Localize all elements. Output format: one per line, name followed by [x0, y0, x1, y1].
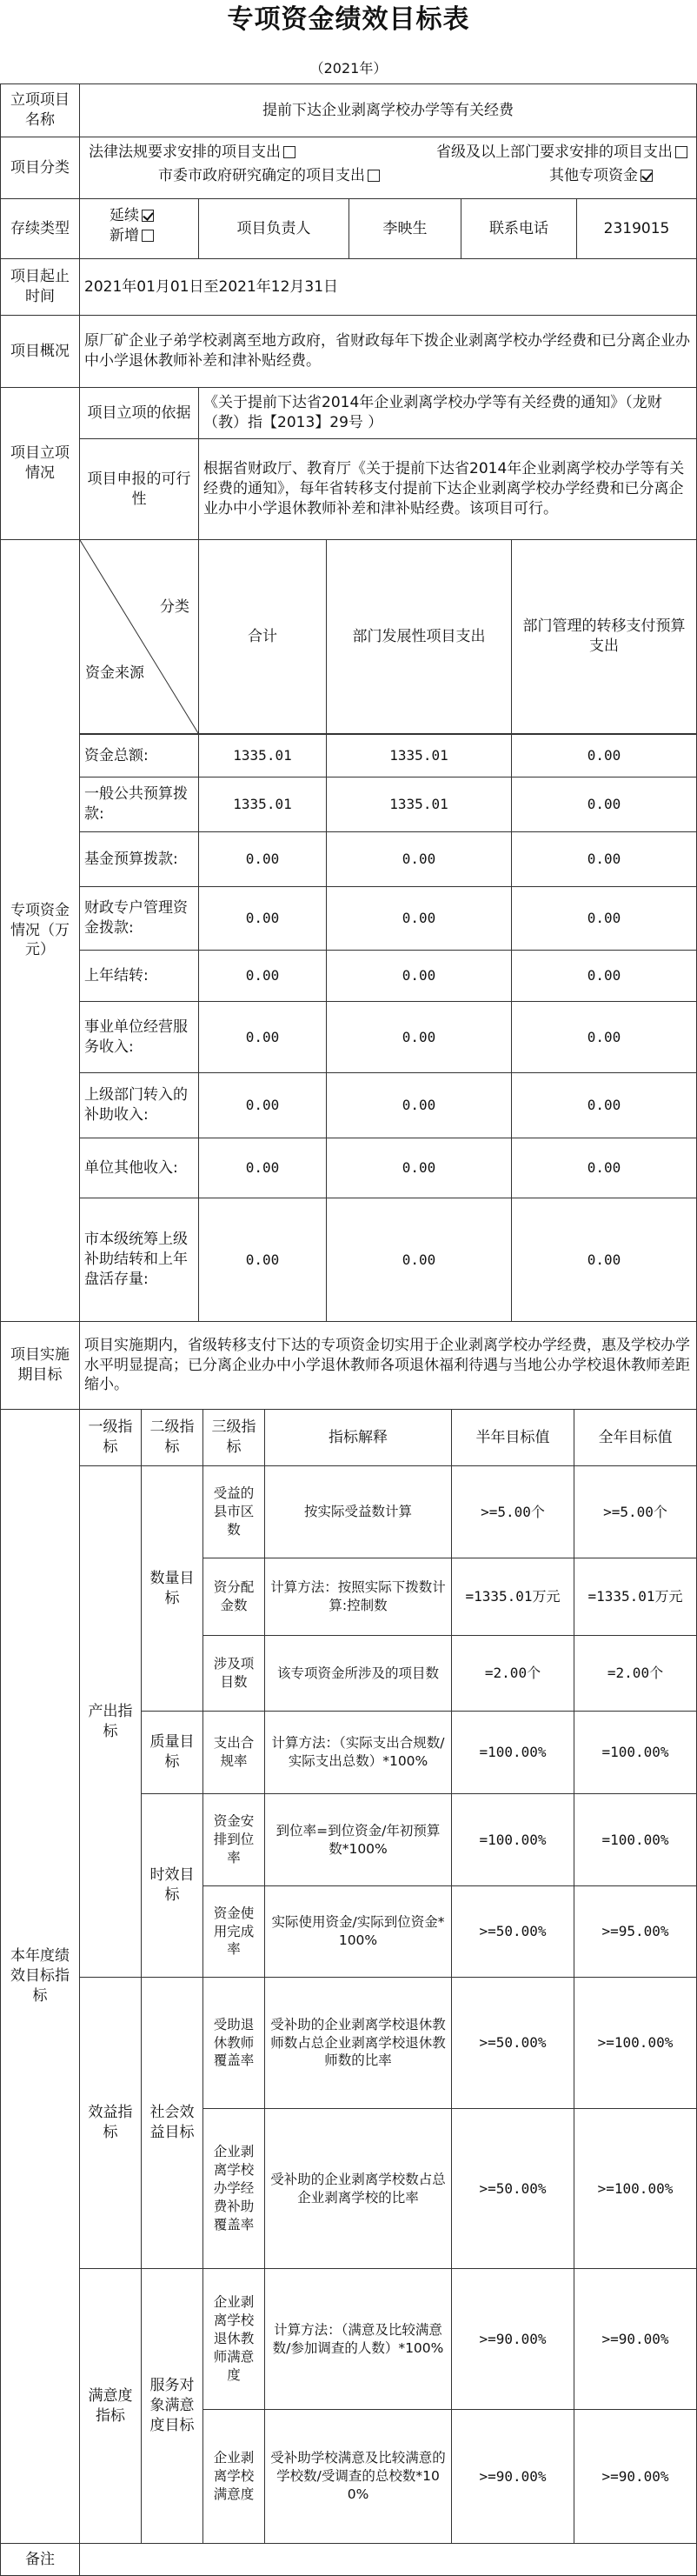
category-option-1[interactable]: 法律法规要求安排的项目支出 — [89, 143, 295, 163]
funds-row-dept: 0.00 — [326, 886, 512, 951]
goal-label: 项目实施期目标 — [0, 1321, 80, 1410]
remarks-label: 备注 — [0, 2543, 80, 2576]
funds-row-total: 0.00 — [198, 831, 327, 887]
funds-row-dept: 0.00 — [326, 950, 512, 1002]
funds-row-total: 0.00 — [198, 1072, 327, 1138]
ind-row-desc: 受补助的企业剥离学校退休教师数占总企业剥离学校退休教师数的比率 — [264, 1977, 452, 2109]
ind-row-full: =2.00个 — [574, 1635, 697, 1712]
funds-row-transfer: 0.00 — [511, 1198, 697, 1322]
owner-label: 项目负责人 — [198, 198, 349, 259]
funds-row-total: 1335.01 — [198, 777, 327, 832]
funds-row-transfer: 0.00 — [511, 1001, 697, 1073]
ind-row-level3: 资分配金数 — [202, 1558, 265, 1636]
funds-row-transfer: 0.00 — [511, 1072, 697, 1138]
ind-row-desc: 该专项资金所涉及的项目数 — [264, 1635, 452, 1712]
ind-row-half: =100.00% — [451, 1793, 574, 1886]
category-option-2[interactable]: 省级及以上部门要求安排的项目支出 — [436, 143, 687, 163]
ind-row-desc: 计算方法：按照实际下拨数计算:控制数 — [264, 1558, 452, 1636]
year-label: （2021年） — [309, 60, 388, 77]
ind-row-desc: 到位率=到位资金/年初预算数*100% — [264, 1793, 452, 1886]
ind-level2-timeliness: 时效目标 — [141, 1793, 203, 1978]
indicators-label: 本年度绩效目标指标 — [0, 1409, 80, 2544]
funds-row-total: 0.00 — [198, 1198, 327, 1322]
ind-row-level3: 受益的县市区数 — [202, 1465, 265, 1558]
period-value: 2021年01月01日至2021年12月31日 — [79, 258, 697, 316]
ind-row-level3: 资金使用完成率 — [202, 1885, 265, 1978]
ind-level1-satisfaction: 满意度指标 — [79, 2268, 142, 2544]
funds-row-name: 事业单位经营服务收入: — [79, 1001, 199, 1073]
funds-row-total: 1335.01 — [198, 734, 327, 777]
ind-row-half: >=90.00% — [451, 2409, 574, 2544]
ind-row-half: =2.00个 — [451, 1635, 574, 1712]
basis-label: 项目立项的依据 — [79, 387, 199, 439]
funds-row-total: 0.00 — [198, 886, 327, 951]
ind-row-full: =100.00% — [574, 1793, 697, 1886]
ind-row-half: =100.00% — [451, 1711, 574, 1794]
funds-row-name: 财政专户管理资金拨款: — [79, 886, 199, 951]
stock-type-options — [79, 198, 199, 259]
ind-header-l2: 二级指标 — [141, 1409, 203, 1466]
funds-row-transfer: 0.00 — [511, 886, 697, 951]
funds-row-dept: 0.00 — [326, 831, 512, 887]
checkbox-icon — [368, 170, 380, 182]
funds-label: 专项资金情况（万元） — [0, 539, 80, 1322]
phone-label: 联系电话 — [461, 198, 577, 259]
ind-row-full: >=90.00% — [574, 2409, 697, 2544]
project-category-options — [79, 137, 697, 199]
project-name-label: 立项项目名称 — [0, 83, 80, 137]
ind-row-level3: 受助退休教师覆盖率 — [202, 1977, 265, 2109]
ind-row-desc: 按实际受益数计算 — [264, 1465, 452, 1558]
ind-level2-social: 社会效益目标 — [141, 1977, 203, 2269]
ind-level1-output: 产出指标 — [79, 1465, 142, 1978]
feasibility-value: 根据省财政厅、教育厅《关于提前下达省2014年企业剥离学校办学等有关经费的通知》，每年省转移支付提前下达企业剥离学校办学经费和已分离企业办中小学退休教师补差和津补贴经费。该项目可行。 — [198, 438, 697, 540]
ind-level2-service: 服务对象满意度目标 — [141, 2268, 203, 2544]
ind-row-half: =1335.01万元 — [451, 1558, 574, 1636]
ind-header-full: 全年目标值 — [574, 1409, 697, 1466]
situation-label: 项目立项情况 — [0, 387, 80, 540]
funds-row-dept: 0.00 — [326, 1138, 512, 1198]
overview-label: 项目概况 — [0, 315, 80, 388]
project-category-label: 项目分类 — [0, 137, 80, 199]
checkbox-checked-icon — [641, 170, 653, 182]
period-label: 项目起止时间 — [0, 258, 80, 316]
funds-header-source: 资金来源 — [85, 664, 144, 682]
ind-row-half: >=50.00% — [451, 1977, 574, 2109]
ind-row-full: >=5.00个 — [574, 1465, 697, 1558]
category-option-4[interactable]: 其他专项资金 — [549, 166, 653, 186]
funds-row-name: 上级部门转入的补助收入: — [79, 1072, 199, 1138]
funds-row-name: 一般公共预算拨款: — [79, 777, 199, 832]
ind-row-level3: 企业剥离学校办学经费补助覆盖率 — [202, 2108, 265, 2269]
category-option-3[interactable]: 市委市政府研究确定的项目支出 — [158, 166, 380, 186]
ind-header-half: 半年目标值 — [451, 1409, 574, 1466]
phone-value: 2319015 — [576, 198, 697, 259]
funds-col-dept: 部门发展性项目支出 — [326, 539, 512, 734]
overview-value: 原厂矿企业子弟学校剥离至地方政府，省财政每年下拨企业剥离学校办学经费和已分离企业办中小学退休教师补差和津补贴经费。 — [79, 315, 697, 388]
funds-header-category: 分类 — [160, 598, 189, 616]
funds-row-transfer: 0.00 — [511, 734, 697, 777]
funds-row-total: 0.00 — [198, 1001, 327, 1073]
owner-value: 李映生 — [348, 198, 461, 259]
funds-row-name: 上年结转: — [79, 950, 199, 1002]
diagonal-line — [80, 540, 198, 733]
ind-row-level3: 企业剥离学校退休教师满意度 — [202, 2268, 265, 2410]
stock-option-continue[interactable]: 延续 — [110, 206, 198, 226]
ind-row-full: =100.00% — [574, 1711, 697, 1794]
funds-header-corner — [79, 539, 199, 734]
ind-level1-benefit: 效益指标 — [79, 1977, 142, 2269]
funds-row-dept: 0.00 — [326, 1072, 512, 1138]
feasibility-label: 项目申报的可行性 — [79, 438, 199, 540]
basis-value: 《关于提前下达省2014年企业剥离学校办学等有关经费的通知》（龙财（教）指【2013】29号 ） — [198, 387, 697, 439]
funds-row-dept: 0.00 — [326, 1198, 512, 1322]
ind-row-full: >=90.00% — [574, 2268, 697, 2410]
funds-row-dept: 1335.01 — [326, 777, 512, 832]
ind-row-desc: 实际使用资金/实际到位资金*100% — [264, 1885, 452, 1978]
funds-col-total: 合计 — [198, 539, 327, 734]
ind-row-desc: 计算方法：（实际支出合规数/实际支出总数）*100% — [264, 1711, 452, 1794]
checkbox-checked-icon — [142, 210, 154, 222]
funds-row-name: 基金预算拨款: — [79, 831, 199, 887]
stock-type-label: 存续类型 — [0, 198, 80, 259]
funds-row-name: 资金总额: — [79, 734, 199, 777]
ind-row-half: >=5.00个 — [451, 1465, 574, 1558]
funds-row-transfer: 0.00 — [511, 831, 697, 887]
stock-option-new[interactable]: 新增 — [110, 226, 198, 246]
goal-value: 项目实施期内，省级转移支付下达的专项资金切实用于企业剥离学校办学经费，惠及学校办学水平明显提高；已分离企业办中小学退休教师各项退休福利待遇与当地公办学校退休教师差距缩小。 — [79, 1321, 697, 1410]
ind-row-full: =1335.01万元 — [574, 1558, 697, 1636]
ind-row-desc: 受补助的企业剥离学校数占总企业剥离学校的比率 — [264, 2108, 452, 2269]
funds-row-transfer: 0.00 — [511, 777, 697, 832]
checkbox-icon — [283, 146, 295, 158]
funds-row-name: 单位其他收入: — [79, 1138, 199, 1198]
ind-row-level3: 企业剥离学校满意度 — [202, 2409, 265, 2544]
checkbox-icon — [142, 230, 154, 242]
ind-header-l1: 一级指标 — [79, 1409, 142, 1466]
funds-row-total: 0.00 — [198, 1138, 327, 1198]
ind-row-level3: 涉及项目数 — [202, 1635, 265, 1712]
ind-row-desc: 受补助学校满意及比较满意的学校数/受调查的总校数*100% — [264, 2409, 452, 2544]
funds-row-dept: 1335.01 — [326, 734, 512, 777]
ind-row-half: >=90.00% — [451, 2268, 574, 2410]
funds-row-total: 0.00 — [198, 950, 327, 1002]
checkbox-icon — [675, 146, 687, 158]
funds-col-transfer: 部门管理的转移支付预算支出 — [511, 539, 697, 734]
funds-row-transfer: 0.00 — [511, 950, 697, 1002]
ind-row-full: >=100.00% — [574, 1977, 697, 2109]
ind-row-half: >=50.00% — [451, 1885, 574, 1978]
funds-row-transfer: 0.00 — [511, 1138, 697, 1198]
ind-header-desc: 指标解释 — [264, 1409, 452, 1466]
ind-row-desc: 计算方法：（满意及比较满意数/参加调查的人数）*100% — [264, 2268, 452, 2410]
ind-level2-quantity: 数量目标 — [141, 1465, 203, 1712]
ind-row-half: >=50.00% — [451, 2108, 574, 2269]
project-name-value: 提前下达企业剥离学校办学等有关经费 — [79, 83, 697, 137]
funds-row-name: 市本级统筹上级补助结转和上年盘活存量: — [79, 1198, 199, 1322]
ind-row-level3: 支出合规率 — [202, 1711, 265, 1794]
page-title: 专项资金绩效目标表 — [227, 4, 470, 35]
ind-header-l3: 三级指标 — [202, 1409, 265, 1466]
funds-row-dept: 0.00 — [326, 1001, 512, 1073]
ind-row-full: >=100.00% — [574, 2108, 697, 2269]
ind-level2-quality: 质量目标 — [141, 1711, 203, 1794]
ind-row-full: >=95.00% — [574, 1885, 697, 1978]
remarks-value — [79, 2543, 697, 2576]
ind-row-level3: 资金安排到位率 — [202, 1793, 265, 1886]
